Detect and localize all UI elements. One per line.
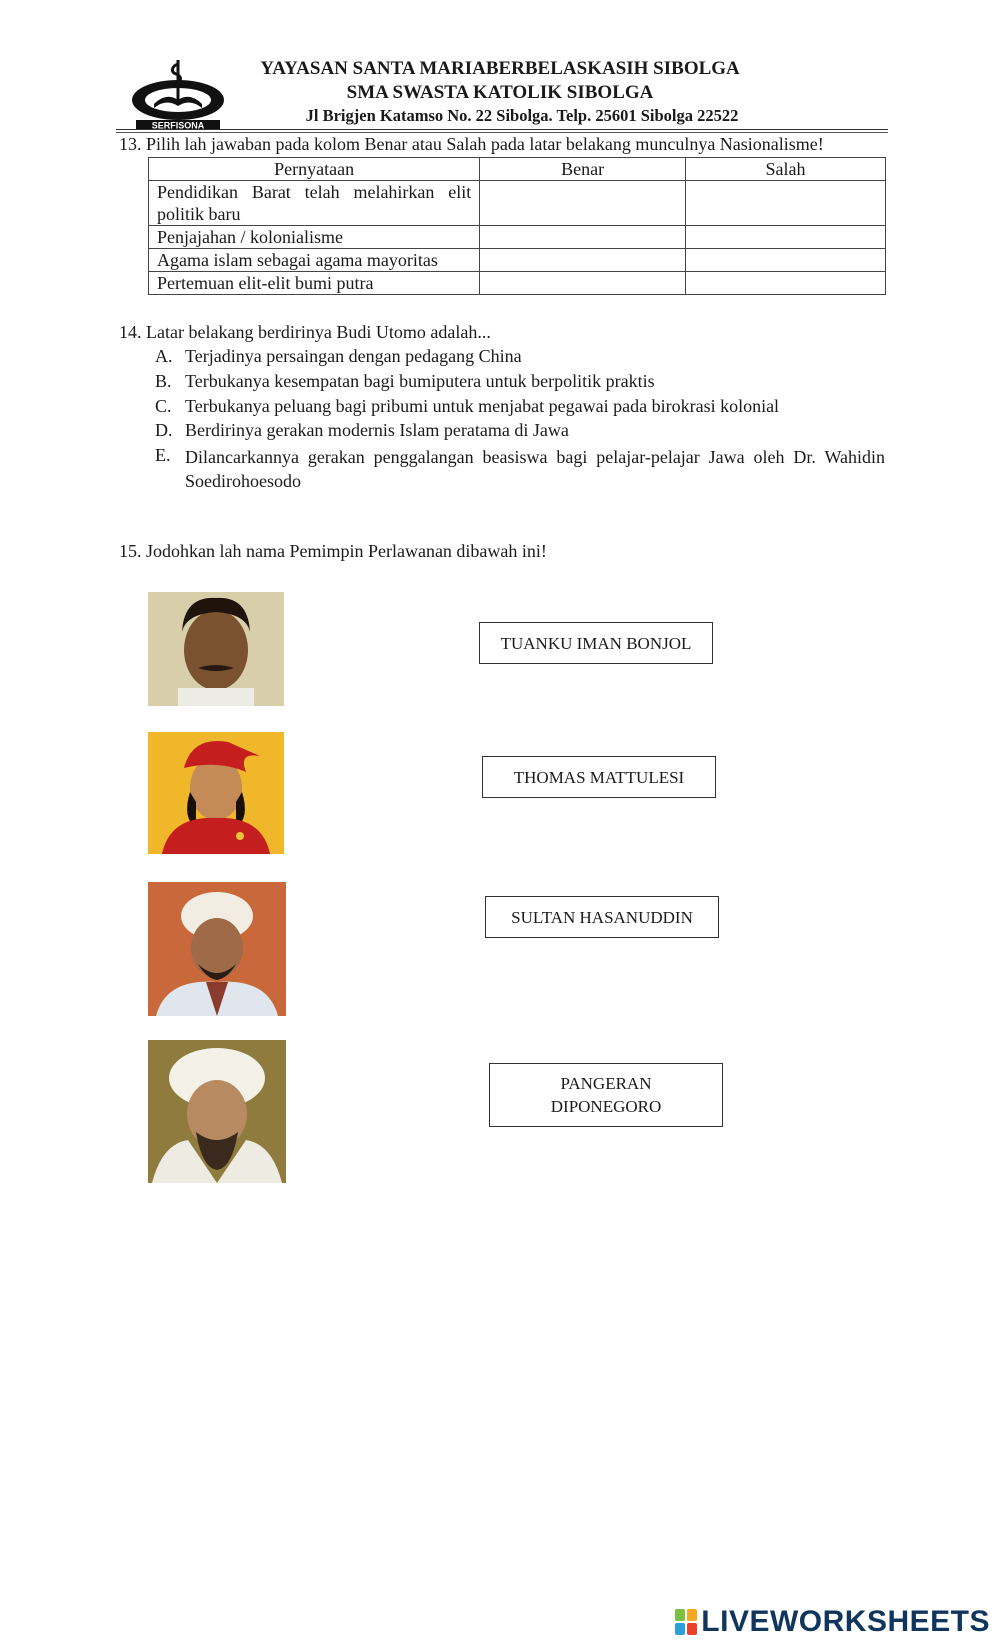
brand-mark-icon (675, 1609, 697, 1635)
school-name: SMA SWASTA KATOLIK SIBOLGA (346, 82, 654, 103)
portrait-1[interactable] (148, 592, 284, 706)
table-row (149, 181, 886, 226)
table-row (149, 226, 886, 249)
table-row (149, 249, 886, 272)
foundation-name: YAYASAN SANTA MARIABERBELASKASIH SIBOLGA (260, 58, 740, 79)
statement-cell: Pertemuan elit-elit bumi putra (149, 272, 480, 295)
answer-box-3[interactable]: SULTAN HASANUDDIN (485, 896, 719, 938)
statement-cell: Agama islam sebagai agama mayoritas (149, 249, 480, 272)
school-logo (128, 56, 228, 130)
q15-prompt: 15. Jodohkan lah nama Pemimpin Perlawanan dibawah ini! (119, 541, 547, 561)
portrait-2[interactable] (148, 732, 284, 854)
statement-cell: Penjajahan / kolonialisme (149, 226, 480, 249)
salah-cell[interactable] (686, 272, 886, 295)
portrait-3[interactable] (148, 882, 286, 1016)
school-address: Jl Brigjen Katamso No. 22 Sibolga. Telp. 25601 Sibolga 22522 (305, 106, 739, 125)
benar-cell[interactable] (480, 272, 686, 295)
column-header: Benar (480, 158, 686, 181)
header-divider-thin (116, 132, 888, 133)
header-divider (116, 129, 888, 130)
true-false-table (148, 157, 886, 295)
answer-box-2[interactable]: THOMAS MATTULESI (482, 756, 716, 798)
column-header: Salah (686, 158, 886, 181)
benar-cell[interactable] (480, 226, 686, 249)
q13-prompt: 13. Pilih lah jawaban pada kolom Benar atau Salah pada latar belakang munculnya Nasionalisme! (119, 134, 824, 154)
q14-prompt: 14. Latar belakang berdirinya Budi Utomo adalah... (119, 322, 491, 342)
salah-cell[interactable] (686, 226, 886, 249)
svg-text:SERFISONA: SERFISONA (151, 120, 205, 130)
salah-cell[interactable] (686, 181, 886, 226)
table-row (149, 272, 886, 295)
liveworksheets-logo[interactable] (675, 1605, 990, 1639)
answer-box-4[interactable]: PANGERAN DIPONEGORO (489, 1063, 723, 1127)
brand-name: LIVEWORKSHEETS (701, 1605, 990, 1638)
benar-cell[interactable] (480, 249, 686, 272)
portrait-4[interactable] (148, 1040, 286, 1183)
answer-box-1[interactable]: TUANKU IMAN BONJOL (479, 622, 713, 664)
salah-cell[interactable] (686, 249, 886, 272)
benar-cell[interactable] (480, 181, 686, 226)
statement-cell: Pendidikan Barat telah melahirkan elit politik baru (149, 181, 480, 226)
column-header: Pernyataan (149, 158, 480, 181)
